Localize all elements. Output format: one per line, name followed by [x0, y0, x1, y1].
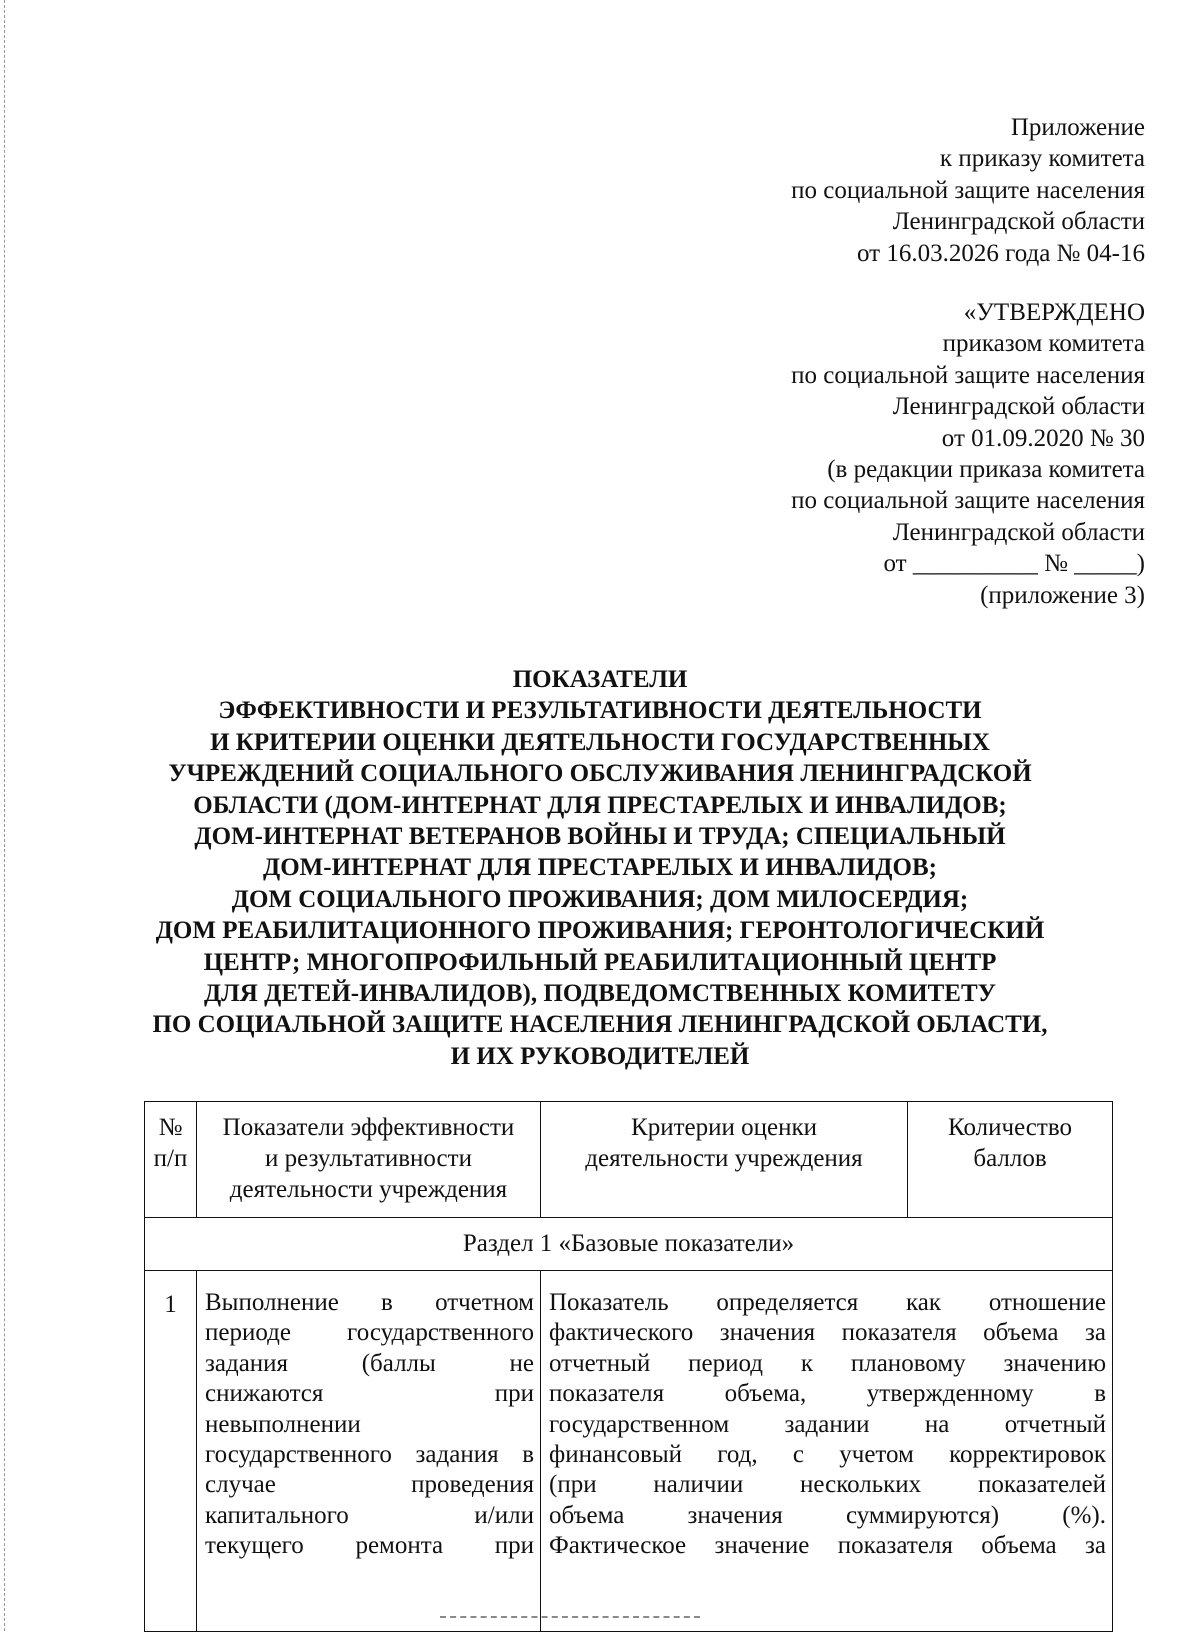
- cell-line: текущего ремонта при: [205, 1532, 534, 1560]
- cell-line: государственного задания в: [205, 1441, 534, 1469]
- header-line: по социальной защите населения: [791, 176, 1145, 204]
- cell-line: невыполнении: [205, 1410, 361, 1438]
- header-points: [908, 1102, 1113, 1218]
- header-num: [145, 1102, 197, 1218]
- table-row: [145, 1271, 1113, 1632]
- title-line: ДОМ РЕАБИЛИТАЦИОННОГО ПРОЖИВАНИЯ; ГЕРОНТОЛОГИЧЕСКИЙ: [155, 917, 1045, 945]
- header-indicators: [197, 1102, 541, 1218]
- cell-line: государственном задании на отчетный: [549, 1410, 1106, 1438]
- header-text: Количество: [948, 1114, 1072, 1141]
- cell-line: объема значения суммируются) (%).: [549, 1501, 1106, 1529]
- header-line: к приказу комитета: [939, 145, 1145, 173]
- header-text: п/п: [153, 1145, 188, 1172]
- title-line: ЭФФЕКТИВНОСТИ И РЕЗУЛЬТАТИВНОСТИ ДЕЯТЕЛЬНОСТИ: [218, 697, 982, 725]
- header-line: по социальной защите населения: [791, 361, 1145, 389]
- header-text: Показатели эффективности: [222, 1114, 515, 1141]
- header-criteria: [541, 1102, 908, 1218]
- cell-line: капитального и/или: [205, 1501, 534, 1529]
- cell-line: показателя объема, утвержденному в: [549, 1380, 1106, 1408]
- cell-line: Показатель определяется как отношение: [549, 1289, 1106, 1316]
- indicator-cell: [197, 1271, 541, 1632]
- header-line: (в редакции приказа комитета: [827, 456, 1145, 484]
- header-text: Критерии оценки: [631, 1114, 817, 1141]
- cell-line: снижаются при: [205, 1380, 534, 1408]
- cell-line: Фактическое значение показателя объема за: [549, 1532, 1106, 1560]
- title-line: ПОКАЗАТЕЛИ: [512, 666, 688, 693]
- header-text: деятельности учреждения: [585, 1145, 863, 1172]
- cell-line: финансовый год, с учетом корректировок: [549, 1441, 1106, 1469]
- table-header-row: [145, 1102, 1113, 1218]
- cell-line: Выполнение в отчетном: [205, 1289, 534, 1316]
- header-line: Ленинградской области: [892, 393, 1145, 421]
- header-line: от __________ № _____): [883, 550, 1145, 578]
- cell-line: (при наличии нескольких показателей: [549, 1471, 1106, 1499]
- document-title: [0, 664, 1200, 1072]
- title-line: ДОМ-ИНТЕРНАТ ВЕТЕРАНОВ ВОЙНЫ И ТРУДА; СПЕЦИАЛЬНЫЙ: [194, 823, 1006, 851]
- header-text: и результативности: [265, 1145, 472, 1172]
- cell-line: фактического значения показателя объема за: [549, 1319, 1106, 1347]
- header-line: от 16.03.2026 года № 04-16: [856, 239, 1145, 267]
- header-line: «УТВЕРЖДЕНО: [963, 299, 1145, 327]
- section-title: Раздел 1 «Базовые показатели»: [145, 1218, 1113, 1271]
- title-line: ДОМ СОЦИАЛЬНОГО ПРОЖИВАНИЯ; ДОМ МИЛОСЕРДИЯ;: [231, 885, 969, 913]
- header-line: (приложение 3): [980, 581, 1145, 609]
- header-text: №: [158, 1114, 183, 1141]
- cell-line: задания (баллы не: [205, 1349, 534, 1377]
- title-line: И КРИТЕРИИ ОЦЕНКИ ДЕЯТЕЛЬНОСТИ ГОСУДАРСТВЕННЫХ: [210, 728, 990, 756]
- title-line: УЧРЕЖДЕНИЙ СОЦИАЛЬНОГО ОБСЛУЖИВАНИЯ ЛЕНИНГРАДСКОЙ: [168, 760, 1032, 788]
- header-text: деятельности учреждения: [229, 1176, 508, 1203]
- cell-line: отчетный период к плановому значению: [549, 1349, 1106, 1377]
- approval-header: [625, 112, 1145, 611]
- title-line: ДОМ-ИНТЕРНАТ ДЛЯ ПРЕСТАРЕЛЫХ И ИНВАЛИДОВ;: [263, 854, 937, 882]
- header-line: Ленинградской области: [892, 518, 1145, 546]
- header-line: от 01.09.2020 № 30: [941, 424, 1145, 452]
- row-number: 1: [145, 1271, 197, 1632]
- title-line: И ИХ РУКОВОДИТЕЛЕЙ: [450, 1042, 750, 1070]
- header-line: Ленинградской области: [892, 208, 1145, 236]
- indicators-table: [144, 1101, 1113, 1632]
- cell-line: периоде государственного: [205, 1319, 534, 1347]
- cell-line: случае проведения: [205, 1471, 534, 1499]
- header-text: баллов: [973, 1145, 1047, 1172]
- header-line: приказом комитета: [942, 330, 1145, 358]
- criteria-cell: [541, 1271, 1113, 1632]
- section-row: [145, 1218, 1113, 1271]
- title-line: ОБЛАСТИ (ДОМ-ИНТЕРНАТ ДЛЯ ПРЕСТАРЕЛЫХ И ИНВАЛИДОВ;: [193, 791, 1007, 819]
- header-line: по социальной защите населения: [791, 487, 1145, 515]
- title-line: ЦЕНТР; МНОГОПРОФИЛЬНЫЙ РЕАБИЛИТАЦИОННЫЙ ЦЕНТР: [203, 948, 997, 976]
- header-line: Приложение: [1010, 114, 1145, 141]
- title-line: ПО СОЦИАЛЬНОЙ ЗАЩИТЕ НАСЕЛЕНИЯ ЛЕНИНГРАДСКОЙ ОБЛАСТИ,: [152, 1011, 1048, 1039]
- title-line: ДЛЯ ДЕТЕЙ-ИНВАЛИДОВ), ПОДВЕДОМСТВЕННЫХ КОМИТЕТУ: [203, 980, 997, 1008]
